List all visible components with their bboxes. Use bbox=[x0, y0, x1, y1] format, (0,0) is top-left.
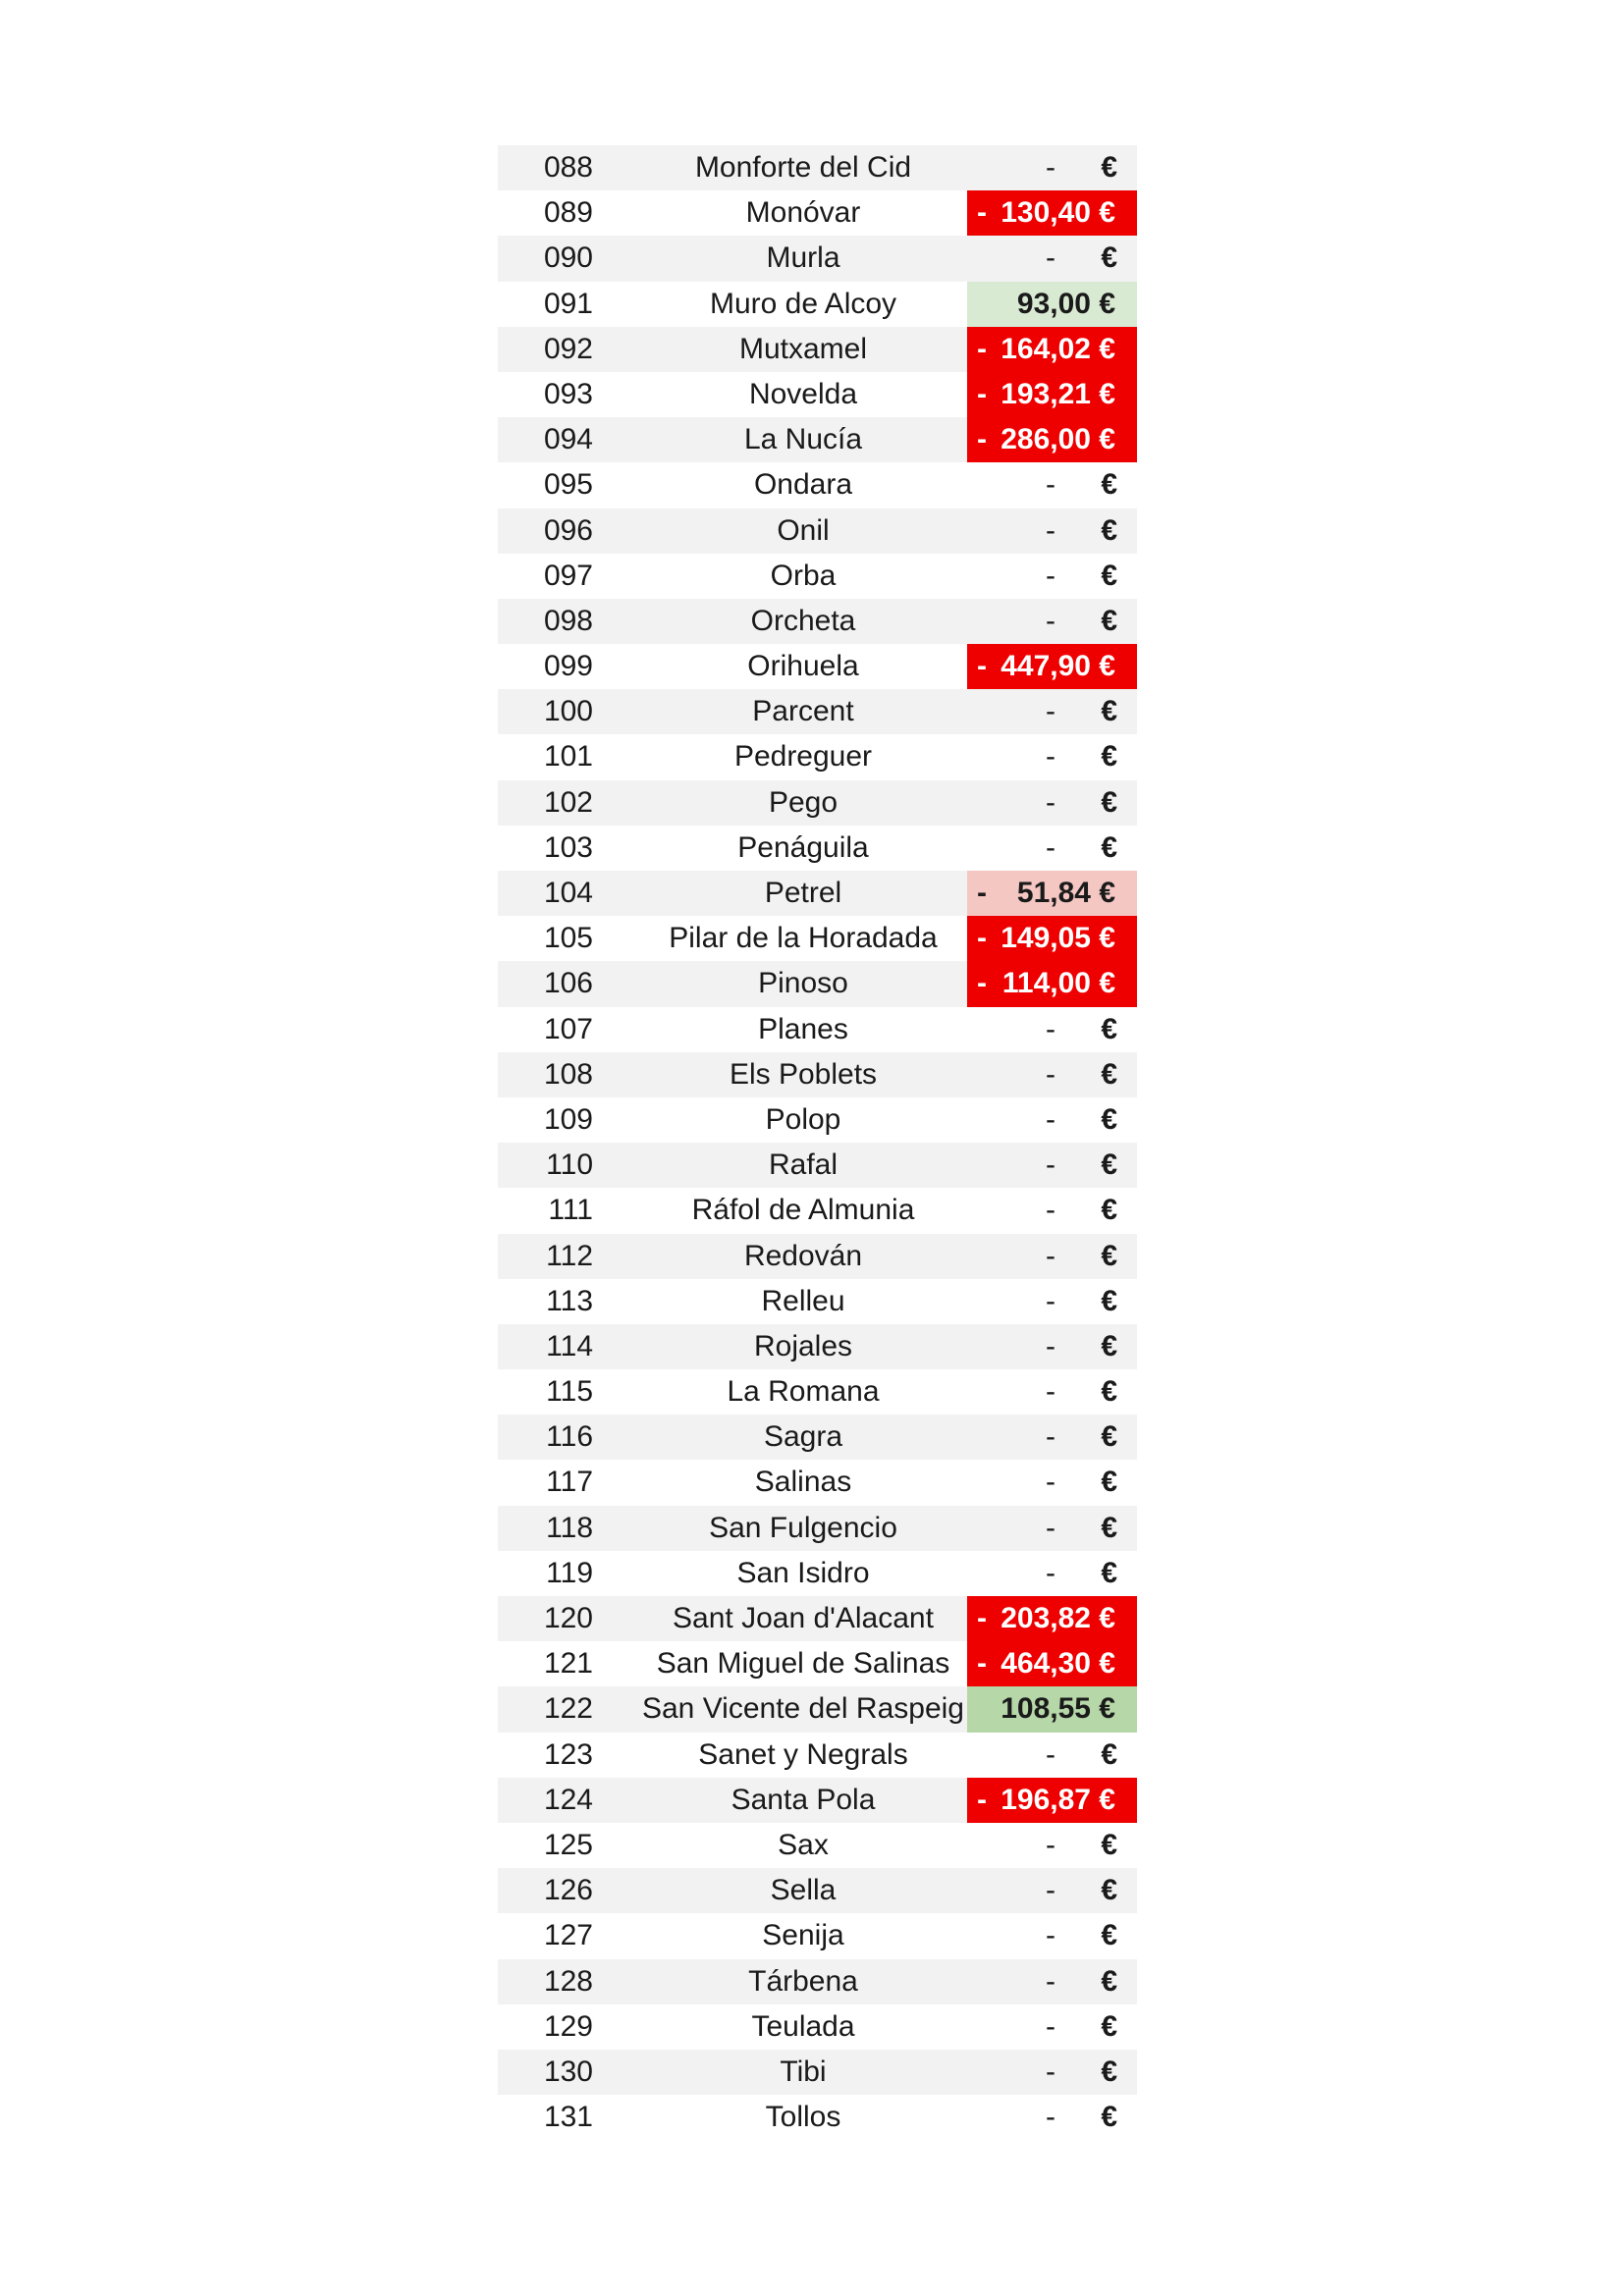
amount-sign: - bbox=[1046, 241, 1055, 275]
amount-value: 108,55 € bbox=[1001, 1692, 1115, 1726]
amount-sign: - bbox=[977, 650, 987, 683]
municipality-name: La Nucía bbox=[743, 423, 863, 456]
amount-value: 286,00 € bbox=[1001, 423, 1115, 456]
euro-symbol: € bbox=[1101, 604, 1117, 637]
municipality-code: 116 bbox=[546, 1420, 593, 1454]
municipality-name: Tibi bbox=[780, 2055, 827, 2088]
table-row bbox=[498, 1596, 1137, 1641]
euro-symbol: € bbox=[1101, 1466, 1117, 1499]
table-row bbox=[498, 780, 1137, 826]
municipality-name: Redován bbox=[743, 1239, 863, 1272]
euro-symbol: € bbox=[1101, 1057, 1117, 1091]
amount-cell bbox=[967, 961, 1137, 1006]
municipality-code: 119 bbox=[546, 1556, 593, 1589]
municipality-code: 108 bbox=[543, 1057, 593, 1091]
amount-cell bbox=[967, 1551, 1137, 1596]
euro-symbol: € bbox=[1101, 2055, 1117, 2088]
amount-sign: - bbox=[977, 1602, 987, 1634]
municipality-name: Senija bbox=[762, 1919, 844, 1952]
euro-symbol: € bbox=[1101, 1284, 1117, 1317]
municipality-name: Murla bbox=[766, 241, 840, 275]
table-row bbox=[498, 1913, 1137, 1958]
table-row bbox=[498, 871, 1137, 916]
municipality-name: Relleu bbox=[761, 1284, 845, 1317]
amount-sign: - bbox=[977, 1647, 987, 1681]
euro-symbol: € bbox=[1101, 1012, 1117, 1045]
municipality-name: Santa Pola bbox=[730, 1783, 876, 1816]
table-row bbox=[498, 1868, 1137, 1913]
municipality-name: Orihuela bbox=[747, 650, 859, 683]
amount-value: 130,40 € bbox=[1001, 196, 1115, 230]
amount-cell bbox=[967, 1188, 1137, 1233]
table-row bbox=[498, 1097, 1137, 1143]
municipality-code: 128 bbox=[543, 1964, 593, 1998]
amount-value: 164,02 € bbox=[1001, 332, 1115, 365]
amount-cell bbox=[967, 1460, 1137, 1505]
municipality-code: 115 bbox=[546, 1375, 593, 1409]
table-row bbox=[498, 462, 1137, 507]
amount-sign: - bbox=[1046, 785, 1055, 819]
amount-cell bbox=[967, 826, 1137, 871]
euro-symbol: € bbox=[1101, 1239, 1117, 1272]
municipality-code: 088 bbox=[543, 151, 593, 184]
municipality-code: 095 bbox=[543, 468, 593, 502]
amount-sign: - bbox=[977, 377, 987, 410]
amount-cell bbox=[967, 417, 1137, 462]
municipality-name: San Miguel de Salinas bbox=[656, 1647, 950, 1681]
municipality-name: Sagra bbox=[763, 1420, 843, 1454]
municipality-name: Polop bbox=[765, 1102, 841, 1136]
amount-cell bbox=[967, 2004, 1137, 2050]
amount-cell bbox=[967, 1279, 1137, 1324]
municipality-code: 109 bbox=[543, 1102, 593, 1136]
euro-symbol: € bbox=[1101, 1919, 1117, 1952]
amount-sign: - bbox=[1046, 559, 1055, 592]
table-row bbox=[498, 1551, 1137, 1596]
municipality-name: Sant Joan d'Alacant bbox=[673, 1602, 934, 1634]
amount-sign: - bbox=[1046, 1239, 1055, 1272]
municipality-name: Monforte del Cid bbox=[694, 151, 912, 184]
amount-cell bbox=[967, 871, 1137, 916]
municipality-code: 112 bbox=[546, 1239, 593, 1272]
table-row bbox=[498, 1778, 1137, 1823]
table-row bbox=[498, 1052, 1137, 1097]
municipality-name: Novelda bbox=[748, 377, 858, 410]
municipality-name: Orba bbox=[770, 559, 837, 592]
amount-cell bbox=[967, 780, 1137, 826]
amount-sign: - bbox=[977, 332, 987, 365]
amount-cell bbox=[967, 1415, 1137, 1460]
amount-sign: - bbox=[1046, 151, 1055, 184]
amount-cell bbox=[967, 689, 1137, 734]
amount-sign: - bbox=[1046, 1375, 1055, 1409]
amount-cell bbox=[967, 916, 1137, 961]
table-row bbox=[498, 2050, 1137, 2095]
municipality-code: 104 bbox=[543, 877, 593, 909]
table-row bbox=[498, 826, 1137, 871]
municipality-name: Monóvar bbox=[745, 196, 861, 230]
euro-symbol: € bbox=[1101, 740, 1117, 774]
municipality-name: Parcent bbox=[752, 695, 854, 728]
euro-symbol: € bbox=[1101, 785, 1117, 819]
table-row bbox=[498, 2095, 1137, 2140]
amount-cell bbox=[967, 190, 1137, 236]
table-row bbox=[498, 1007, 1137, 1052]
municipality-name: Planes bbox=[758, 1012, 848, 1045]
amount-cell bbox=[967, 1733, 1137, 1778]
euro-symbol: € bbox=[1101, 830, 1117, 864]
amount-value: 196,87 € bbox=[1001, 1783, 1115, 1816]
municipality-code: 105 bbox=[543, 922, 593, 955]
municipality-name: Penáguila bbox=[737, 830, 869, 864]
euro-symbol: € bbox=[1101, 151, 1117, 184]
table-row bbox=[498, 327, 1137, 372]
amount-cell bbox=[967, 2095, 1137, 2140]
amount-cell bbox=[967, 1234, 1137, 1279]
municipality-name: Sax bbox=[778, 1828, 829, 1861]
amount-cell bbox=[967, 462, 1137, 507]
municipality-code: 125 bbox=[543, 1828, 593, 1861]
municipality-code: 130 bbox=[543, 2055, 593, 2088]
municipality-code: 101 bbox=[543, 740, 593, 774]
table-row bbox=[498, 1959, 1137, 2004]
euro-symbol: € bbox=[1101, 513, 1117, 547]
amount-sign: - bbox=[977, 1783, 987, 1816]
amount-cell bbox=[967, 1959, 1137, 2004]
amount-sign: - bbox=[1046, 740, 1055, 774]
amount-cell bbox=[967, 599, 1137, 644]
municipality-code: 093 bbox=[543, 377, 593, 410]
euro-symbol: € bbox=[1101, 1828, 1117, 1861]
euro-symbol: € bbox=[1101, 695, 1117, 728]
amount-cell bbox=[967, 734, 1137, 779]
table-row bbox=[498, 1143, 1137, 1188]
municipality-code: 097 bbox=[543, 559, 593, 592]
amount-cell bbox=[967, 644, 1137, 689]
amount-sign: - bbox=[1046, 695, 1055, 728]
amount-sign: - bbox=[1046, 1511, 1055, 1544]
municipality-name: San Isidro bbox=[736, 1556, 870, 1589]
table-row bbox=[498, 145, 1137, 190]
table-row bbox=[498, 1641, 1137, 1686]
amount-cell bbox=[967, 1143, 1137, 1188]
amount-sign: - bbox=[1046, 513, 1055, 547]
municipality-name: Tollos bbox=[765, 2101, 841, 2134]
municipality-name: San Vicente del Raspeig bbox=[641, 1692, 964, 1726]
amount-sign: - bbox=[1046, 468, 1055, 502]
municipality-code: 106 bbox=[543, 967, 593, 1000]
table-row bbox=[498, 554, 1137, 599]
euro-symbol: € bbox=[1101, 1964, 1117, 1998]
euro-symbol: € bbox=[1101, 1329, 1117, 1362]
municipality-code: 099 bbox=[543, 650, 593, 683]
amount-sign: - bbox=[1046, 2055, 1055, 2088]
municipality-name: Mutxamel bbox=[738, 332, 868, 365]
amount-value: 193,21 € bbox=[1001, 377, 1115, 410]
municipality-code: 107 bbox=[543, 1012, 593, 1045]
municipality-name: Pilar de la Horadada bbox=[669, 922, 938, 955]
euro-symbol: € bbox=[1101, 1737, 1117, 1771]
municipality-code: 117 bbox=[546, 1466, 593, 1499]
amount-cell bbox=[967, 1007, 1137, 1052]
municipality-name: Muro de Alcoy bbox=[709, 287, 897, 320]
amount-sign: - bbox=[1046, 1420, 1055, 1454]
euro-symbol: € bbox=[1101, 1556, 1117, 1589]
amount-cell bbox=[967, 327, 1137, 372]
municipality-name: Teulada bbox=[751, 2009, 855, 2043]
municipality-table bbox=[498, 145, 1137, 2140]
euro-symbol: € bbox=[1101, 468, 1117, 502]
municipality-code: 092 bbox=[543, 332, 593, 365]
amount-cell bbox=[967, 1052, 1137, 1097]
euro-symbol: € bbox=[1101, 1375, 1117, 1409]
municipality-code: 094 bbox=[543, 423, 593, 456]
amount-cell bbox=[967, 1369, 1137, 1415]
euro-symbol: € bbox=[1101, 1511, 1117, 1544]
amount-cell bbox=[967, 236, 1137, 281]
table-row bbox=[498, 734, 1137, 779]
euro-symbol: € bbox=[1101, 1148, 1117, 1182]
amount-cell bbox=[967, 1823, 1137, 1868]
municipality-name: Pinoso bbox=[758, 967, 848, 1000]
municipality-name: Petrel bbox=[764, 877, 842, 909]
municipality-code: 124 bbox=[543, 1783, 593, 1816]
amount-sign: - bbox=[1046, 1012, 1055, 1045]
amount-value: 51,84 € bbox=[1016, 877, 1115, 909]
amount-sign: - bbox=[977, 196, 987, 230]
euro-symbol: € bbox=[1101, 1102, 1117, 1136]
table-row bbox=[498, 508, 1137, 554]
amount-sign: - bbox=[1046, 2101, 1055, 2134]
amount-sign: - bbox=[1046, 1874, 1055, 1907]
table-row bbox=[498, 644, 1137, 689]
amount-sign: - bbox=[1046, 604, 1055, 637]
amount-cell bbox=[967, 145, 1137, 190]
amount-value: 149,05 € bbox=[1001, 922, 1115, 955]
table-row bbox=[498, 1415, 1137, 1460]
table-row bbox=[498, 1686, 1137, 1732]
municipality-code: 096 bbox=[543, 513, 593, 547]
municipality-code: 102 bbox=[543, 785, 593, 819]
table-row bbox=[498, 372, 1137, 417]
amount-sign: - bbox=[1046, 1964, 1055, 1998]
amount-cell bbox=[967, 508, 1137, 554]
municipality-name: Salinas bbox=[754, 1466, 852, 1499]
table-row bbox=[498, 961, 1137, 1006]
euro-symbol: € bbox=[1101, 2009, 1117, 2043]
table-row bbox=[498, 190, 1137, 236]
amount-sign: - bbox=[1046, 1828, 1055, 1861]
euro-symbol: € bbox=[1101, 241, 1117, 275]
amount-sign: - bbox=[1046, 1194, 1055, 1227]
amount-cell bbox=[967, 1641, 1137, 1686]
municipality-code: 103 bbox=[543, 830, 593, 864]
amount-sign: - bbox=[977, 877, 987, 909]
amount-sign: - bbox=[1046, 830, 1055, 864]
municipality-name: Sella bbox=[770, 1874, 837, 1907]
euro-symbol: € bbox=[1101, 1420, 1117, 1454]
amount-cell bbox=[967, 554, 1137, 599]
municipality-name: San Fulgencio bbox=[709, 1511, 897, 1544]
amount-cell bbox=[967, 1506, 1137, 1551]
table-row bbox=[498, 916, 1137, 961]
amount-cell bbox=[967, 372, 1137, 417]
amount-cell bbox=[967, 1596, 1137, 1641]
euro-symbol: € bbox=[1101, 2101, 1117, 2134]
amount-cell bbox=[967, 282, 1137, 327]
municipality-name: Els Poblets bbox=[729, 1057, 878, 1091]
municipality-code: 126 bbox=[543, 1874, 593, 1907]
amount-cell bbox=[967, 1913, 1137, 1958]
municipality-code: 110 bbox=[546, 1148, 593, 1182]
amount-cell bbox=[967, 1868, 1137, 1913]
amount-sign: - bbox=[1046, 1329, 1055, 1362]
municipality-name: Rojales bbox=[753, 1329, 853, 1362]
table-row bbox=[498, 2004, 1137, 2050]
municipality-code: 100 bbox=[543, 695, 593, 728]
municipality-code: 129 bbox=[543, 2009, 593, 2043]
amount-sign: - bbox=[1046, 1102, 1055, 1136]
municipality-name: Pedreguer bbox=[733, 740, 873, 774]
table-row bbox=[498, 1324, 1137, 1369]
amount-value: 93,00 € bbox=[1016, 287, 1115, 320]
table-row bbox=[498, 599, 1137, 644]
euro-symbol: € bbox=[1101, 559, 1117, 592]
euro-symbol: € bbox=[1101, 1874, 1117, 1907]
amount-sign: - bbox=[1046, 1284, 1055, 1317]
municipality-code: 127 bbox=[543, 1919, 593, 1952]
municipality-name: Pego bbox=[768, 785, 839, 819]
table-row bbox=[498, 1234, 1137, 1279]
amount-cell bbox=[967, 2050, 1137, 2095]
amount-sign: - bbox=[1046, 2009, 1055, 2043]
table-row bbox=[498, 236, 1137, 281]
table-row bbox=[498, 1733, 1137, 1778]
municipality-code: 111 bbox=[548, 1194, 593, 1227]
municipality-code: 089 bbox=[543, 196, 593, 230]
amount-sign: - bbox=[977, 922, 987, 955]
municipality-name: Ondara bbox=[753, 468, 853, 502]
municipality-code: 123 bbox=[543, 1737, 593, 1771]
euro-symbol: € bbox=[1101, 1194, 1117, 1227]
amount-sign: - bbox=[1046, 1057, 1055, 1091]
municipality-code: 090 bbox=[543, 241, 593, 275]
amount-cell bbox=[967, 1778, 1137, 1823]
table-row bbox=[498, 689, 1137, 734]
municipality-code: 114 bbox=[546, 1329, 593, 1362]
amount-value: 203,82 € bbox=[1001, 1602, 1115, 1634]
table-row bbox=[498, 282, 1137, 327]
municipality-name: Ráfol de Almunia bbox=[691, 1194, 915, 1227]
table-row bbox=[498, 1279, 1137, 1324]
municipality-code: 131 bbox=[543, 2101, 593, 2134]
amount-cell bbox=[967, 1097, 1137, 1143]
municipality-code: 118 bbox=[546, 1511, 593, 1544]
municipality-name: Orcheta bbox=[750, 604, 856, 637]
amount-sign: - bbox=[1046, 1466, 1055, 1499]
amount-sign: - bbox=[1046, 1148, 1055, 1182]
amount-value: 447,90 € bbox=[1001, 650, 1115, 683]
amount-cell bbox=[967, 1324, 1137, 1369]
table-row bbox=[498, 1188, 1137, 1233]
municipality-name: Onil bbox=[777, 513, 830, 547]
amount-sign: - bbox=[1046, 1556, 1055, 1589]
municipality-name: Sanet y Negrals bbox=[698, 1737, 908, 1771]
amount-sign: - bbox=[977, 423, 987, 456]
table-row bbox=[498, 1506, 1137, 1551]
table-row bbox=[498, 417, 1137, 462]
amount-sign: - bbox=[977, 967, 987, 1000]
municipality-name: Rafal bbox=[768, 1148, 839, 1182]
municipality-code: 091 bbox=[543, 287, 593, 320]
municipality-code: 120 bbox=[543, 1602, 593, 1634]
municipality-name: La Romana bbox=[727, 1375, 880, 1409]
municipality-code: 098 bbox=[543, 604, 593, 637]
amount-cell bbox=[967, 1686, 1137, 1732]
municipality-name: Tárbena bbox=[748, 1964, 858, 1998]
table-row bbox=[498, 1823, 1137, 1868]
municipality-code: 121 bbox=[543, 1647, 593, 1681]
amount-value: 464,30 € bbox=[1001, 1647, 1115, 1681]
amount-sign: - bbox=[1046, 1919, 1055, 1952]
amount-value: 114,00 € bbox=[1001, 967, 1115, 1000]
table-row bbox=[498, 1460, 1137, 1505]
table-row bbox=[498, 1369, 1137, 1415]
municipality-code: 122 bbox=[543, 1692, 593, 1726]
municipality-code: 113 bbox=[546, 1284, 593, 1317]
amount-sign: - bbox=[1046, 1737, 1055, 1771]
